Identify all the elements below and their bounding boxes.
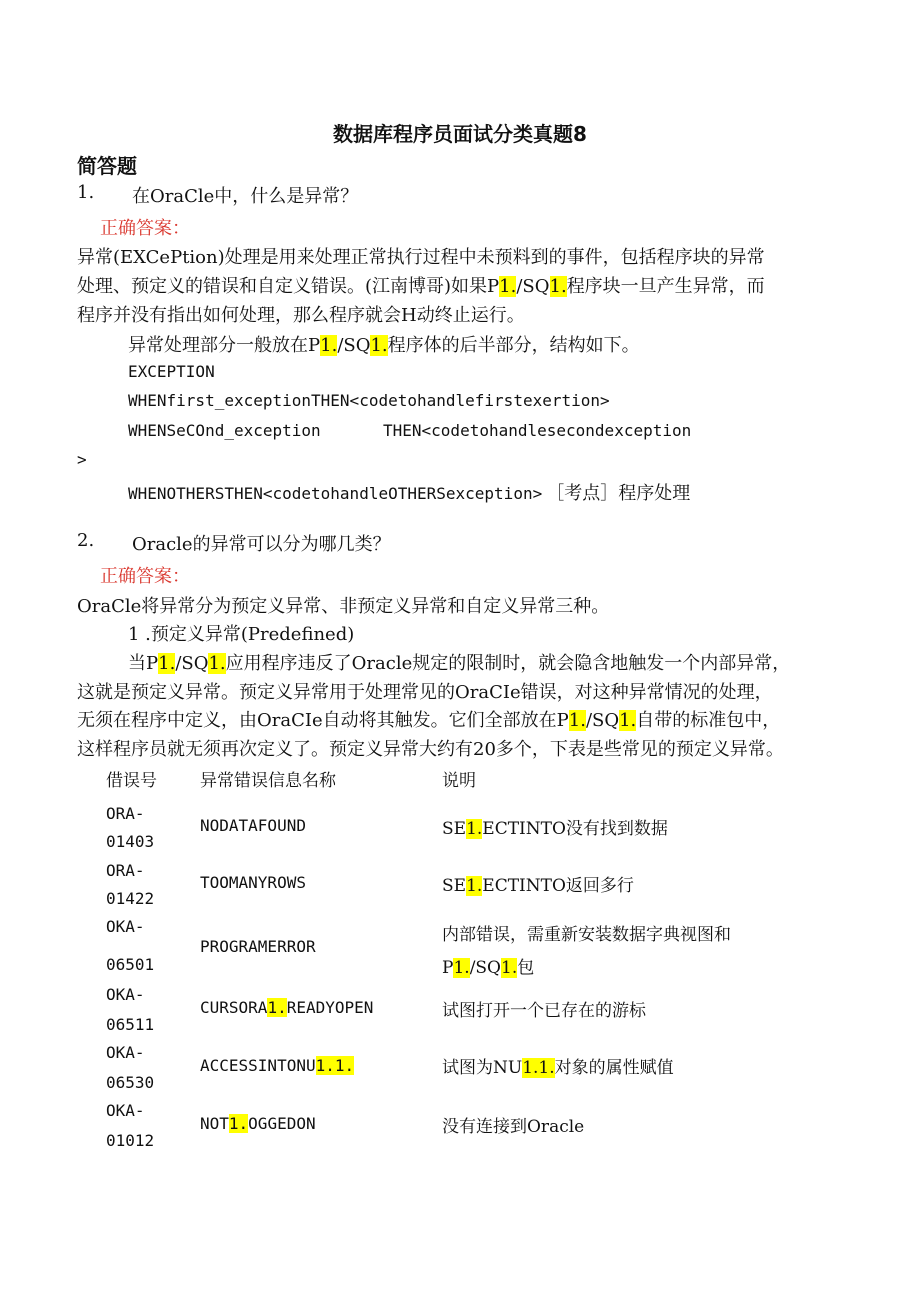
table-row-1-code-line-2: 01403 bbox=[106, 832, 155, 851]
table-row-5-code-line-1: OKA- bbox=[106, 1043, 145, 1062]
table-row-6-name: NOT1.OGGEDON bbox=[200, 1114, 316, 1133]
code-line-2: WHENfirst_exceptionTHEN<codetohandlefirstexertion> bbox=[128, 391, 610, 410]
section-heading: 简答题 bbox=[77, 154, 137, 178]
answer-1-line-1: 异常(EXCePtion)处理是用来处理正常执行过程中未预料到的事件，包括程序块的异常 bbox=[77, 247, 765, 268]
table-row-2-name: TOOMANYROWS bbox=[200, 873, 306, 892]
table-row-5-description: 试图为NU1.1.对象的属性赋值 bbox=[442, 1058, 674, 1078]
code-line-3b: THEN<codetohandlesecondexception bbox=[383, 421, 692, 440]
table-row-5-code-line-2: 06530 bbox=[106, 1073, 155, 1092]
answer-2-line-4: 这就是预定义异常。预定义异常用于处理常见的OraCIe错误，对这种异常情况的处理， bbox=[77, 682, 773, 703]
table-row-4-code-line-2: 06511 bbox=[106, 1015, 155, 1034]
table-row-2-code-line-2: 01422 bbox=[106, 889, 155, 908]
table-row-4-code-line-1: OKA- bbox=[106, 985, 145, 1004]
table-row-5-name: ACCESSINTONU1.1. bbox=[200, 1056, 355, 1075]
question-1-text: 在OraCle中，什么是异常？ bbox=[132, 186, 359, 207]
answer-2-line-5: 无须在程序中定义，由OraCIe自动将其触发。它们全部放在P1./SQ1.自带的标准包中， bbox=[77, 710, 781, 731]
table-row-1-name: NODATAFOUND bbox=[200, 816, 306, 835]
answer-1-line-3: 程序并没有指出如何处理，那么程序就会H动终止运行。 bbox=[77, 305, 525, 326]
question-2-text: Oracle的异常可以分为哪几类？ bbox=[132, 534, 391, 555]
code-line-3a: WHENSeCOnd_exception bbox=[128, 421, 321, 440]
answer-2-line-1: OraCle将异常分为预定义异常、非预定义异常和自定义异常三种。 bbox=[77, 596, 610, 617]
table-row-3-name: PROGRAMERROR bbox=[200, 937, 316, 956]
table-header-code: 借误号 bbox=[106, 771, 157, 791]
answer-1-paragraph-2: 异常处理部分一般放在P1./SQ1.程序体的后半部分，结构如下。 bbox=[128, 335, 640, 356]
table-row-1-code-line-1: ORA- bbox=[106, 804, 145, 823]
question-2-number: 2. bbox=[77, 530, 95, 551]
answer-1-label: 正确答案： bbox=[100, 218, 190, 239]
answer-2-label: 正确答案： bbox=[100, 566, 190, 587]
answer-2-line-2: 1 .预定义异常(Predefined) bbox=[128, 624, 355, 645]
question-1-number: 1. bbox=[77, 182, 95, 203]
table-row-6-code-line-1: OKA- bbox=[106, 1101, 145, 1120]
table-header-description: 说明 bbox=[442, 771, 476, 791]
table-row-3-code-line-1: OKA- bbox=[106, 917, 145, 936]
table-row-4-name: CURSORA1.READYOPEN bbox=[200, 998, 374, 1017]
code-line-1: EXCEPTION bbox=[128, 362, 215, 381]
table-row-2-description: SE1.ECTINTO返回多行 bbox=[442, 876, 634, 896]
table-row-3-code-line-2: 06501 bbox=[106, 955, 155, 974]
table-row-2-code-line-1: ORA- bbox=[106, 861, 145, 880]
table-row-3-description-line-1: 内部错误，需重新安装数据字典视图和 bbox=[442, 925, 731, 945]
table-row-6-description: 没有连接到Oracle bbox=[442, 1117, 585, 1137]
code-line-4: > bbox=[77, 450, 87, 469]
table-row-4-description: 试图打开一个已存在的游标 bbox=[442, 1001, 646, 1021]
table-row-1-description: SE1.ECTINTO没有找到数据 bbox=[442, 819, 668, 839]
page-title: 数据库程序员面试分类真题8 bbox=[333, 122, 587, 146]
table-header-name: 异常错误信息名称 bbox=[200, 771, 336, 791]
answer-2-line-6: 这样程序员就无须再次定义了。预定义异常大约有20多个，下表是些常见的预定义异常。 bbox=[77, 739, 784, 760]
code-line-5: WHENOTHERSTHEN<codetohandleOTHERSexception> ［考点］程序处理 bbox=[128, 483, 691, 504]
answer-1-line-2: 处理、预定义的错误和自定义错误。(江南博哥)如果P1./SQ1.程序块一旦产生异常，而 bbox=[77, 276, 765, 297]
table-row-3-description-line-2: P1./SQ1.包 bbox=[442, 958, 535, 978]
table-row-6-code-line-2: 01012 bbox=[106, 1131, 155, 1150]
answer-2-line-3: 当P1./SQ1.应用程序违反了Oracle规定的限制时，就会隐含地触发一个内部异常， bbox=[128, 653, 791, 674]
